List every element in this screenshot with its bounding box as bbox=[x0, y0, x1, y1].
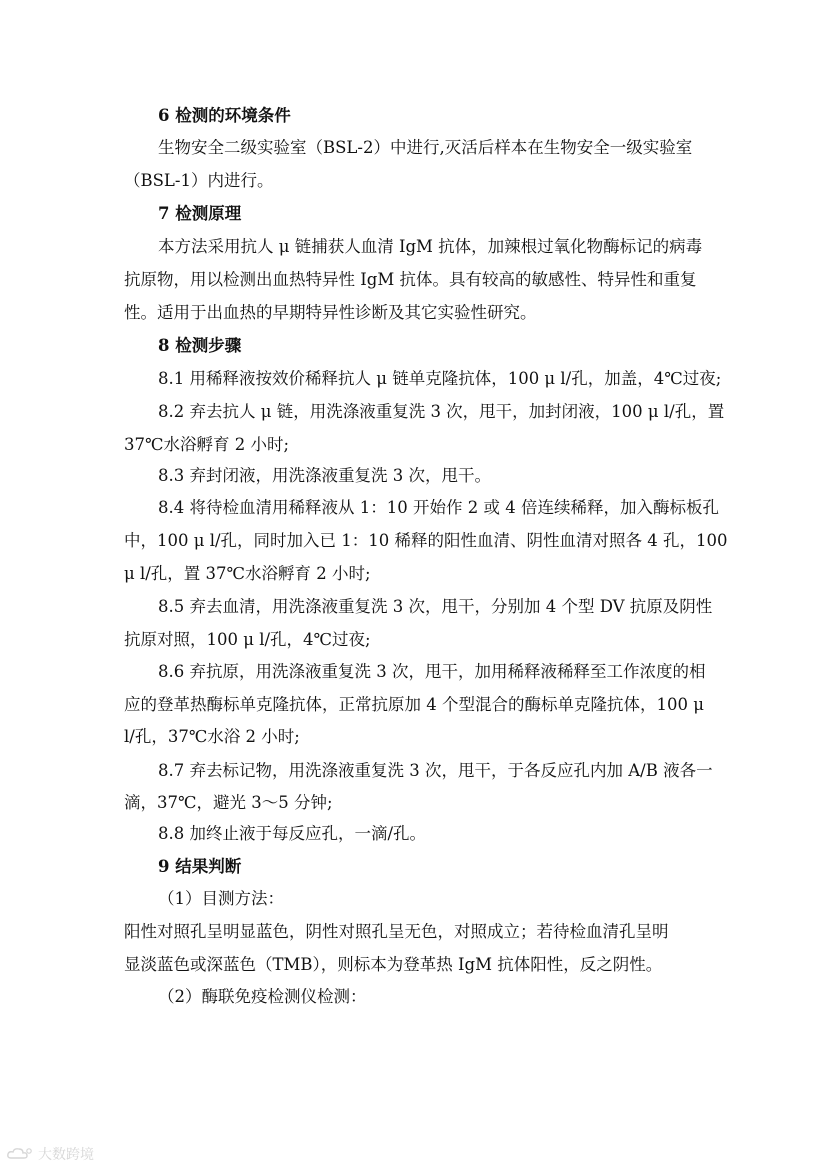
step-line bbox=[0, 435, 827, 455]
step-line bbox=[0, 466, 827, 486]
line-text: （1）目测方法： bbox=[158, 889, 284, 908]
line-text: 8.6 弃抗原，用洗涤液重复洗 3 次，甩干，加用稀释液稀释至工作浓度的相 bbox=[158, 662, 706, 681]
heading-text: 8 检测步骤 bbox=[158, 336, 242, 355]
paragraph-line bbox=[0, 303, 827, 323]
paragraph-line bbox=[0, 987, 827, 1007]
heading-text: 7 检测原理 bbox=[158, 204, 242, 223]
line-text: 生物安全二级实验室（BSL-2）中进行,灭活后样本在生物安全一级实验室 bbox=[158, 138, 693, 157]
heading-text: 9 结果判断 bbox=[158, 857, 242, 876]
line-text: （2）酶联免疫检测仪检测： bbox=[158, 987, 367, 1006]
step-line bbox=[0, 369, 827, 389]
line-text: 8.3 弃封闭液，用洗涤液重复洗 3 次，甩干。 bbox=[158, 466, 491, 485]
paragraph-line bbox=[0, 171, 827, 191]
section-heading-9 bbox=[0, 857, 827, 877]
cloud-logo-icon bbox=[6, 1146, 34, 1162]
line-text: 阳性对照孔呈明显蓝色，阴性对照孔呈无色，对照成立；若待检血清孔呈明 bbox=[124, 922, 669, 941]
line-text: 8.8 加终止液于每反应孔，一滴/孔。 bbox=[158, 824, 427, 843]
line-text: 本方法采用抗人 μ 链捕获人血清 IgM 抗体，加辣根过氧化物酶标记的病毒 bbox=[158, 237, 703, 256]
step-line bbox=[0, 761, 827, 781]
step-line bbox=[0, 564, 827, 584]
line-text: 37℃水浴孵育 2 小时; bbox=[124, 435, 289, 454]
line-text: 8.5 弃去血清，用洗涤液重复洗 3 次，甩干，分别加 4 个型 DV 抗原及阴性 bbox=[158, 597, 713, 616]
line-text: 8.4 将待检血清用稀释液从 1：10 开始作 2 或 4 倍连续稀释，加入酶标板孔 bbox=[158, 498, 719, 517]
line-text: 中，100 μ l/孔，同时加入已 1：10 稀释的阳性血清、阴性血清对照各 4 孔，100 bbox=[124, 531, 728, 550]
paragraph-line bbox=[0, 138, 827, 158]
line-text: 8.1 用稀释液按效价稀释抗人 μ 链单克隆抗体，100 μ l/孔，加盖，4℃过夜; bbox=[158, 369, 722, 388]
step-line bbox=[0, 531, 827, 551]
watermark-text: 大数跨境 bbox=[38, 1147, 94, 1163]
step-line bbox=[0, 727, 827, 747]
paragraph-line bbox=[0, 270, 827, 290]
paragraph-line bbox=[0, 922, 827, 942]
paragraph-line bbox=[0, 889, 827, 909]
line-text: 抗原对照，100 μ l/孔，4℃过夜; bbox=[124, 630, 371, 649]
step-line bbox=[0, 662, 827, 682]
step-line bbox=[0, 630, 827, 650]
line-text: 抗原物，用以检测出血热特异性 IgM 抗体。具有较高的敏感性、特异性和重复 bbox=[124, 270, 697, 289]
section-heading-8 bbox=[0, 336, 827, 356]
paragraph-line bbox=[0, 955, 827, 975]
step-line bbox=[0, 695, 827, 715]
paragraph-line bbox=[0, 237, 827, 257]
line-text: （BSL-1）内进行。 bbox=[124, 171, 274, 190]
step-line bbox=[0, 824, 827, 844]
watermark bbox=[6, 1143, 94, 1165]
section-heading-7 bbox=[0, 204, 827, 224]
line-text: 应的登革热酶标单克隆抗体，正常抗原加 4 个型混合的酶标单克隆抗体，100 μ bbox=[124, 695, 704, 714]
heading-text: 6 检测的环境条件 bbox=[158, 106, 291, 125]
step-line bbox=[0, 793, 827, 813]
line-text: 显淡蓝色或深蓝色（TMB），则标本为登革热 IgM 抗体阳性，反之阴性。 bbox=[124, 955, 663, 974]
line-text: 8.7 弃去标记物，用洗涤液重复洗 3 次，甩干，于各反应孔内加 A/B 液各一 bbox=[158, 761, 713, 780]
section-heading-6 bbox=[0, 106, 827, 126]
step-line bbox=[0, 402, 827, 422]
line-text: 性。适用于出血热的早期特异性诊断及其它实验性研究。 bbox=[124, 303, 537, 322]
line-text: μ l/孔，置 37℃水浴孵育 2 小时; bbox=[124, 564, 371, 583]
step-line bbox=[0, 597, 827, 617]
line-text: 滴，37℃，避光 3～5 分钟; bbox=[124, 793, 333, 812]
step-line bbox=[0, 498, 827, 518]
line-text: l/孔，37℃水浴 2 小时; bbox=[124, 727, 300, 746]
line-text: 8.2 弃去抗人 μ 链，用洗涤液重复洗 3 次，甩干，加封闭液，100 μ l/孔，置 bbox=[158, 402, 725, 421]
